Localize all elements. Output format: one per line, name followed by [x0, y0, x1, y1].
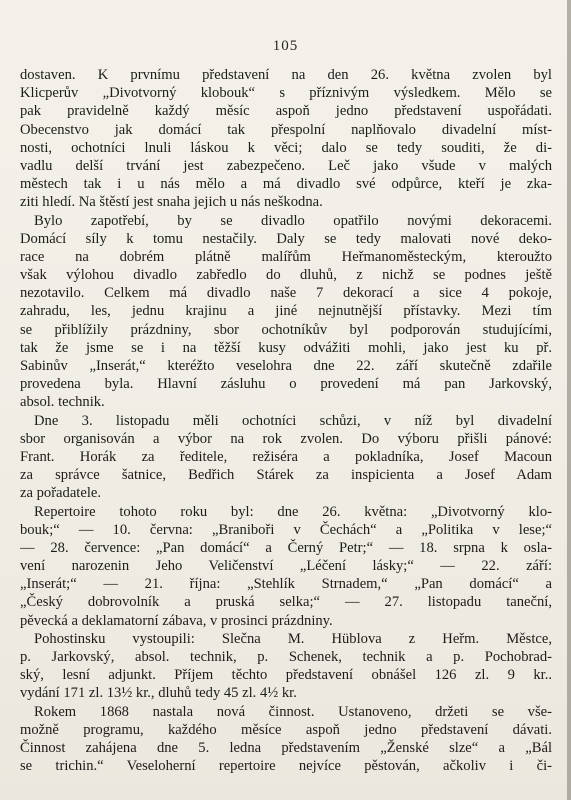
text-line: p. Jarkovský, absol. technik, p. Schenek, technik a p. Pochobrad- [20, 649, 552, 665]
text-line: zahradu, les, jednu krajinu a jiné nejnutnější přístavky. Mezi tím [20, 303, 552, 320]
text-line: však výlohou divadlo zabředlo do dluhů, z nichž se podnes ještě [20, 267, 552, 284]
text-line: — 28. července: „Pan domácí“ a Černý Petr;“ — 18. srpna k osla- [20, 539, 552, 556]
text-line: Bylo zapotřebí, by se divadlo opatřilo novými dekoracemi. [34, 212, 552, 229]
text-line: Rokem 1868 nastala nová činnost. Ustanoveno, držeti se vše- [34, 703, 552, 720]
text-line: race na dobrém plátně malířům Heřmanoměsteckým, kteroužto [20, 248, 552, 265]
text-line: nosti, ochotníci lnuli láskou k věci; dalo se tedy souditi, že di- [20, 139, 552, 156]
text-line: městech tak i u nás mělo a má divadlo své odpůrce, kteří je zka- [20, 176, 552, 193]
text-line: Frant. Horák za ředitele, režiséra a pokladníka, Josef Macoun [20, 448, 552, 465]
text-line: provedena byla. Hlavní zásluhu o provedení má pan Jarkovský, [20, 376, 552, 393]
text-line: dostaven. K prvnímu představení na den 26. května zvolen byl [20, 67, 552, 83]
text-line: Repertoire tohoto roku byl: dne 26. května: „Divotvorný klo- [34, 503, 552, 520]
text-line: nezotavilo. Celkem má divadlo naše 7 dekorací a sice 4 pokoje, [20, 285, 552, 302]
text-line: Pohostinsku vystoupili: Slečna M. Hüblova z Heřm. Městce, [34, 630, 552, 647]
text-line: pěvecká a deklamatorní zábava, v prosinci prázdniny. [20, 612, 333, 629]
scan-edge [567, 0, 571, 800]
text-line: Dne 3. listopadu měli ochotníci schůzi, v níž byl divadelní [34, 412, 552, 429]
text-line: „Český dobrovolník a pruská selka;“ — 27. listopadu taneční, [20, 594, 552, 611]
text-line: Klicperův „Divotvorný klobouk“ s příznivým výsledkem. Mělo se [20, 85, 552, 102]
text-line: „Inserát;“ — 21. října: „Stehlík Strnadem,“ „Pan domácí“ a [20, 576, 552, 593]
text-line: se přiblížily prázdniny, sbor ochotníkův byl podporován studujícími, [20, 321, 552, 338]
text-line: sbor organisován a výbor na rok zvolen. Do výboru přišli pánové: [20, 430, 552, 447]
text-line: vydání 171 zl. 13½ kr., dluhů tedy 45 zl. 4½ kr. [20, 685, 297, 702]
text-line: Domácí síly k tomu nestačily. Daly se tedy malovati nové deko- [20, 230, 552, 247]
text-line: vení narozenin Jeho Veličenství „Léčení lásky;“ — 22. září: [20, 558, 552, 575]
text-line: pak pravidelně každý měsíc aspoň jedno představení uspořádati. [20, 103, 552, 120]
text-line: absol. technik. [20, 394, 105, 411]
text-line: za pořadatele. [20, 485, 102, 502]
text-line: možně programu, každého měsíce aspoň jedno představení dávati. [20, 721, 552, 738]
text-line: vadlu delší trvání jest zabezpečeno. Leč jako všude v malých [20, 157, 552, 174]
body-text [20, 66, 552, 775]
text-line: Sabinův „Inserát,“ kteréžto veselohra dne 22. září skutečně zdařile [20, 358, 552, 374]
text-line: ský, lesní adjunkt. Příjem těchto představení obnášel 126 zl. 9 kr.. [20, 667, 552, 684]
text-line: tak že jsme se i na těžší kusy odvážiti mohli, jako jest ku př. [20, 339, 552, 356]
text-line: ziti hledí. Na štěstí jest snaha jejich u nás neškodna. [20, 194, 323, 211]
text-line: za správce šatnice, Bedřich Stárek za inspicienta a Josef Adam [20, 467, 552, 484]
text-line: Obecenstvo jak domácí tak přespolní naplňovalo divadelní míst- [20, 121, 552, 138]
page-number: 105 [272, 38, 299, 54]
text-line: bouk;“ — 10. června: „Braniboři v Čechách“ a „Politika v lese;“ [20, 521, 552, 538]
text-line: Činnost zahájena dne 5. ledna představením „Ženské slze“ a „Bál [20, 739, 552, 756]
text-line: se trichin.“ Veseloherní repertoire nejvíce pěstován, ačkoliv i či- [20, 758, 552, 775]
